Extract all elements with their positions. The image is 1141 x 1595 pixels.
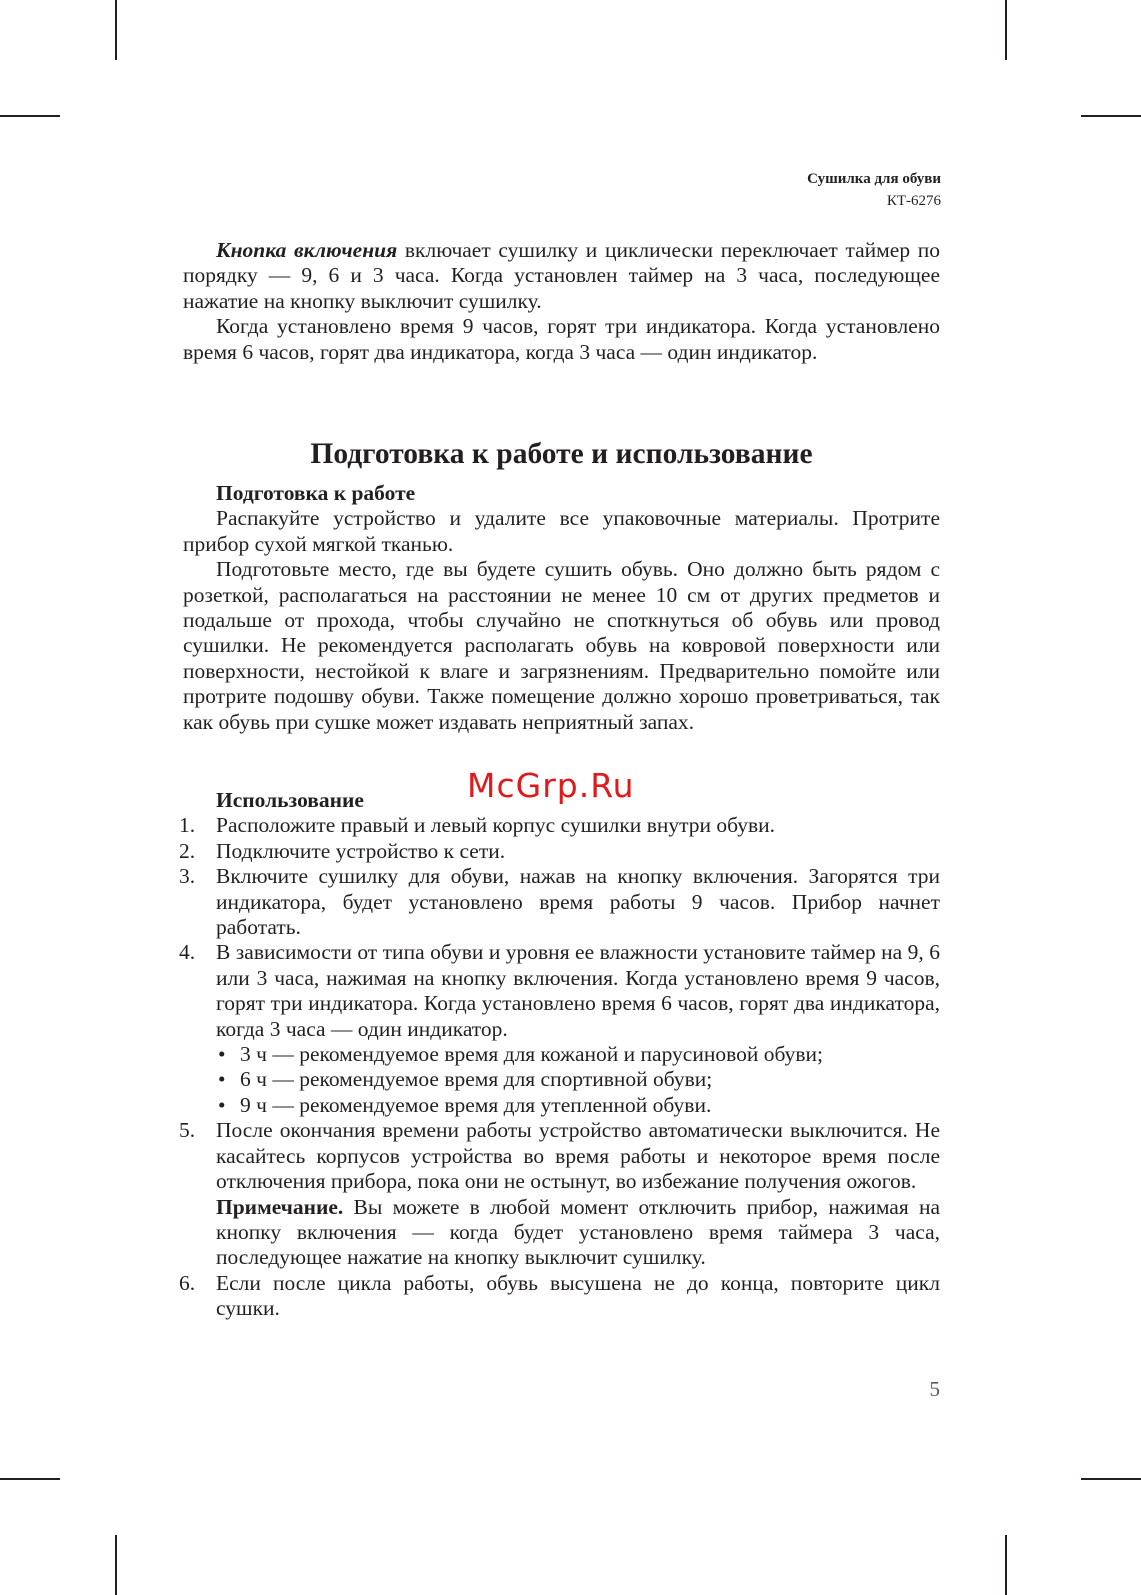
crop-mark <box>1005 1535 1007 1595</box>
step-item <box>179 940 940 1118</box>
bullet-glyph: • <box>218 1042 226 1067</box>
running-header <box>807 168 941 212</box>
crop-mark <box>0 1478 60 1480</box>
step-text: Подключите устройство к сети. <box>216 838 506 863</box>
step-number: 1. <box>179 813 196 838</box>
step-text: В зависимости от типа обуви и уровня ее влажности установите таймер на 9, 6 или 3 часа, нажимая на кнопку включения. Когда установлено время 9 часов, горят три индикатора. Когда установлено время 6 часов, горят два индикатора, когда 3 часа — один индикатор. <box>216 940 940 1041</box>
model-number: КТ-6276 <box>886 193 941 209</box>
watermark: McGrp.Ru <box>467 766 635 805</box>
note-text: Вы можете в любой момент отключить прибор, нажимая на кнопку включения — когда будет установлено время таймера 3 часа, последующее нажатие на кнопку выключит сушилку. <box>216 1194 940 1270</box>
preparation-paragraph: Подготовьте место, где вы будете сушить обувь. Оно должно быть рядом с розеткой, располагаться на расстоянии не менее 10 см от других предметов и подальше от прохода, чтобы случайно не споткнуться об обувь или провод сушилки. Не рекомендуется располагать обувь на ковровой поверхности или поверхности, нестойкой к влаге и загрязнениям. Предварительно помойте или протрите подошву обуви. Также помещение должно хорошо проветриваться, так как обувь при сушке может издавать неприятный запах. <box>183 557 940 734</box>
preparation-section <box>183 481 940 735</box>
bullet-glyph: • <box>218 1067 226 1092</box>
bullet-glyph: • <box>218 1092 226 1117</box>
page-number: 5 <box>929 1377 940 1401</box>
step-text: Включите сушилку для обуви, нажав на кнопку включения. Загорятся три индикатора, будет установлено время работы 9 часов. Прибор начнет работать. <box>216 864 940 940</box>
step-text: После окончания времени работы устройство автоматически выключится. Не касайтесь корпусов устройства во время работы и некоторое время после отключения прибора, пока они не остынут, во избежание получения ожогов. <box>216 1118 940 1194</box>
crop-mark <box>115 1535 117 1595</box>
intro-paragraph: Когда установлено время 9 часов, горят три индикатора. Когда установлено время 6 часов, горят два индикатора, когда 3 часа — один индикатор. <box>183 314 940 364</box>
power-button-term: Кнопка включения <box>216 238 398 262</box>
list-item <box>216 1042 940 1067</box>
step-number: 3. <box>179 864 196 889</box>
step-text: Расположите правый и левый корпус сушилки внутри обуви. <box>216 813 776 838</box>
intro-text <box>183 238 940 365</box>
step-number: 6. <box>179 1270 196 1295</box>
step-item <box>179 864 940 940</box>
timer-recommendations <box>216 1042 940 1118</box>
product-name: Сушилка для обуви <box>807 171 941 187</box>
intro-paragraph <box>183 238 940 314</box>
crop-mark <box>1005 0 1007 60</box>
step-number: 5. <box>179 1118 196 1143</box>
usage-steps <box>179 813 940 1321</box>
crop-mark <box>0 115 60 117</box>
step-item <box>179 1118 940 1270</box>
section-title: Подготовка к работе и использование <box>310 438 813 470</box>
crop-mark <box>115 0 117 60</box>
list-item <box>216 1093 940 1118</box>
preparation-paragraph: Распакуйте устройство и удалите все упаковочные материалы. Протрите прибор сухой мягкой тканью. <box>183 506 940 556</box>
usage-heading: Использование <box>216 788 364 812</box>
bullet-text: 6 ч — рекомендуемое время для спортивной обуви; <box>240 1067 713 1092</box>
step-number: 2. <box>179 838 196 863</box>
intro-paragraph-text: включает сушилку и циклически переключает таймер по порядку — 9, 6 и 3 часа. Когда установлен таймер на 3 часа, последующее нажатие на кнопку выключит сушилку. <box>183 238 940 313</box>
note-label: Примечание. <box>216 1194 344 1219</box>
step-text: Если после цикла работы, обувь высушена не до конца, повторите цикл сушки. <box>216 1270 940 1321</box>
step-item <box>179 813 940 838</box>
bullet-text: 9 ч — рекомендуемое время для утепленной обуви. <box>240 1092 712 1117</box>
step-item <box>179 838 940 864</box>
crop-mark <box>1081 115 1141 117</box>
usage-section <box>179 788 940 1322</box>
note <box>216 1195 940 1271</box>
step-number: 4. <box>179 940 196 965</box>
list-item <box>216 1067 940 1092</box>
crop-mark <box>1081 1478 1141 1480</box>
step-item <box>179 1270 940 1322</box>
bullet-text: 3 ч — рекомендуемое время для кожаной и парусиновой обуви; <box>240 1042 823 1067</box>
preparation-heading: Подготовка к работе <box>216 481 416 505</box>
